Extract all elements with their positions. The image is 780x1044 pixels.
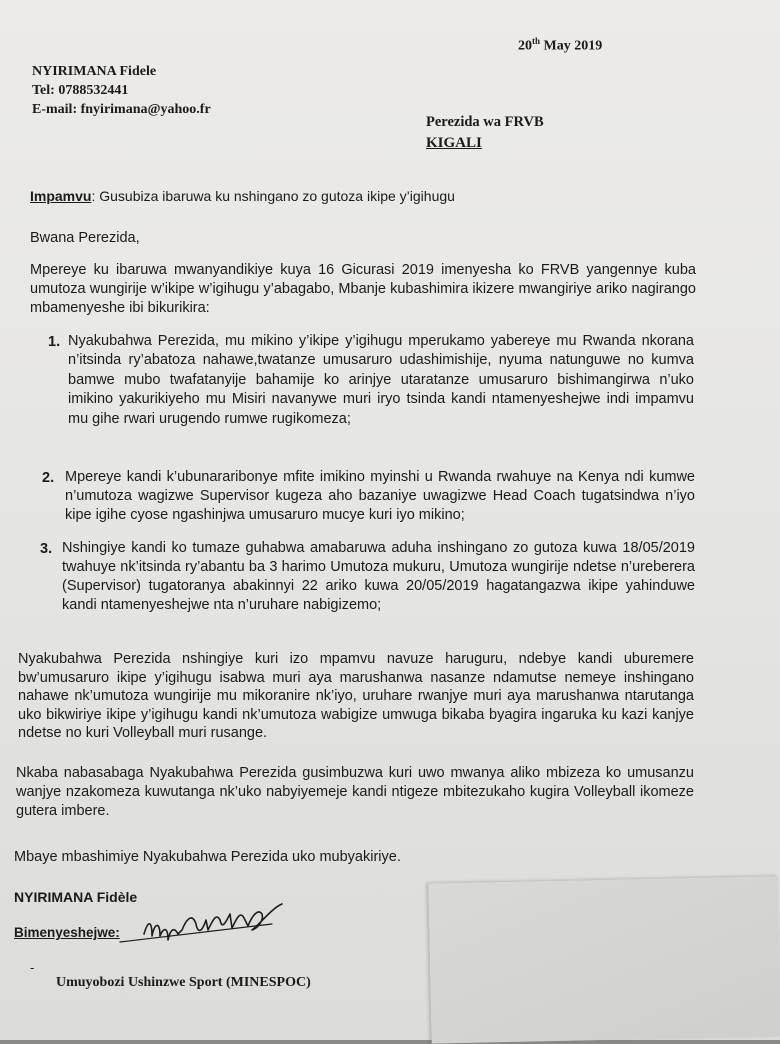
recipient-block (426, 112, 544, 154)
list-number: 2. (42, 470, 55, 486)
list-number: 3. (40, 541, 53, 557)
body-paragraph: Nkaba nabasabaga Nyakubahwa Perezida gusimbuzwa kuri uwo mwanya aliko mbizeza ko umusanzu wanjye nzakomeza kuwutanga nk’uko nabyiyemeje kandi ntigeze mbitezukaho kugira Volleyball ikomeze gutera imbere. (16, 765, 694, 819)
cc-bullet: - (30, 960, 35, 975)
sender-name: NYIRIMANA Fidele (32, 64, 157, 79)
closing-line: Mbaye mbashimiye Nyakubahwa Perezida uko mubyakiriye. (14, 849, 401, 865)
letter-date: 20th May 2019 (518, 36, 603, 54)
handwritten-signature (112, 890, 312, 950)
recipient-city: KIGALI (426, 135, 482, 151)
salutation: Bwana Perezida, (30, 230, 140, 246)
sender-phone: Tel: 0788532441 (32, 83, 129, 98)
overlapping-sheet (428, 876, 780, 1043)
list-number: 1. (48, 334, 61, 350)
recipient-title: Perezida wa FRVB (426, 114, 544, 130)
subject-label: Impamvu (30, 188, 92, 204)
subject-line (30, 188, 455, 204)
sender-block (32, 62, 211, 119)
list-item: Nyakubahwa Perezida, mu mikino y’ikipe y’igihugu mperukamo yabereye mu Rwanda nkorana n’itsinda ry’abatoza nahawe,twatanze umusaruro udashimishije, nyuma natunguwe no kumva bamwe mubo twafatanyije bahamije ko arinjye utaratanze umusaruro bishimangirwa n’uko imikino yakurikiyeho mu Misiri navanywe muri iryo tsinda kandi ntamenyeshejwe indi impamvu mu gihe rwari urugendo rumwe rugikomeza; (68, 333, 694, 427)
cc-label: Bimenyeshejwe: (14, 925, 120, 940)
subject-text: : Gusubiza ibaruwa ku nshingano zo gutoza ikipe y’igihugu (91, 188, 455, 204)
body-paragraph: Nyakubahwa Perezida nshingiye kuri izo mpamvu navuze haruguru, ndebye kandi uburemere bw’umusaruro ikipe y’igihugu isabwa muri aya marushanwa nasanze ndamutse nemeye inshingano nahawe nk’umutoza wungirije mu mikoranire nk’iyo, uruhare rwanjye muri aya marushanwa ntarutanga uko bikwiriye ikipe y’igihugu kandi nk’umutoza wabigize umwuga bikaba byagira ingaruka ku kazi kanjye ndetse no kuri Volleyball muri rusange. (18, 651, 694, 741)
sender-email: E-mail: fnyirimana@yahoo.fr (32, 102, 211, 117)
cc-recipient: Umuyobozi Ushinzwe Sport (MINESPOC) (56, 975, 311, 990)
list-item: Nshingiye kandi ko tumaze guhabwa amabaruwa aduha inshingano zo gutoza kuwa 18/05/2019 twahuye nk’itsinda ry’abantu ba 3 harimo Umutoza mukuru, Umutoza wungirije ndetse n’ureberera (Supervisor) tugatoranya abakinnyi 22 ariko kuwa 20/05/2019 hagatangazwa ikipe yahinduwe kandi ntamenyeshejwe nta n’uruhare nabigizemo; (62, 540, 695, 613)
signatory-name: NYIRIMANA Fidèle (14, 889, 138, 905)
intro-paragraph: Mpereye ku ibaruwa mwanyandikiye kuya 16 Gicurasi 2019 imenyesha ko FRVB yangennye kuba umutoza wungirije w’ikipe w’igihugu y’abagabo, Mbanje kubashimira ikizere mwangiriye ariko nagirango mbamenyeshe ibi bikurikira: (30, 262, 696, 316)
list-item: Mpereye kandi k’ubunararibonye mfite imikino myinshi u Rwanda rwahuye na Kenya ndi kumwe n’umutoza wagizwe Supervisor kugeza aho bazaniye uwagizwe Head Coach tugatsindwa n’iyo kipe igihe cyose ngashinjwa umusaruro mucye kuri iyo mikino; (65, 469, 695, 523)
